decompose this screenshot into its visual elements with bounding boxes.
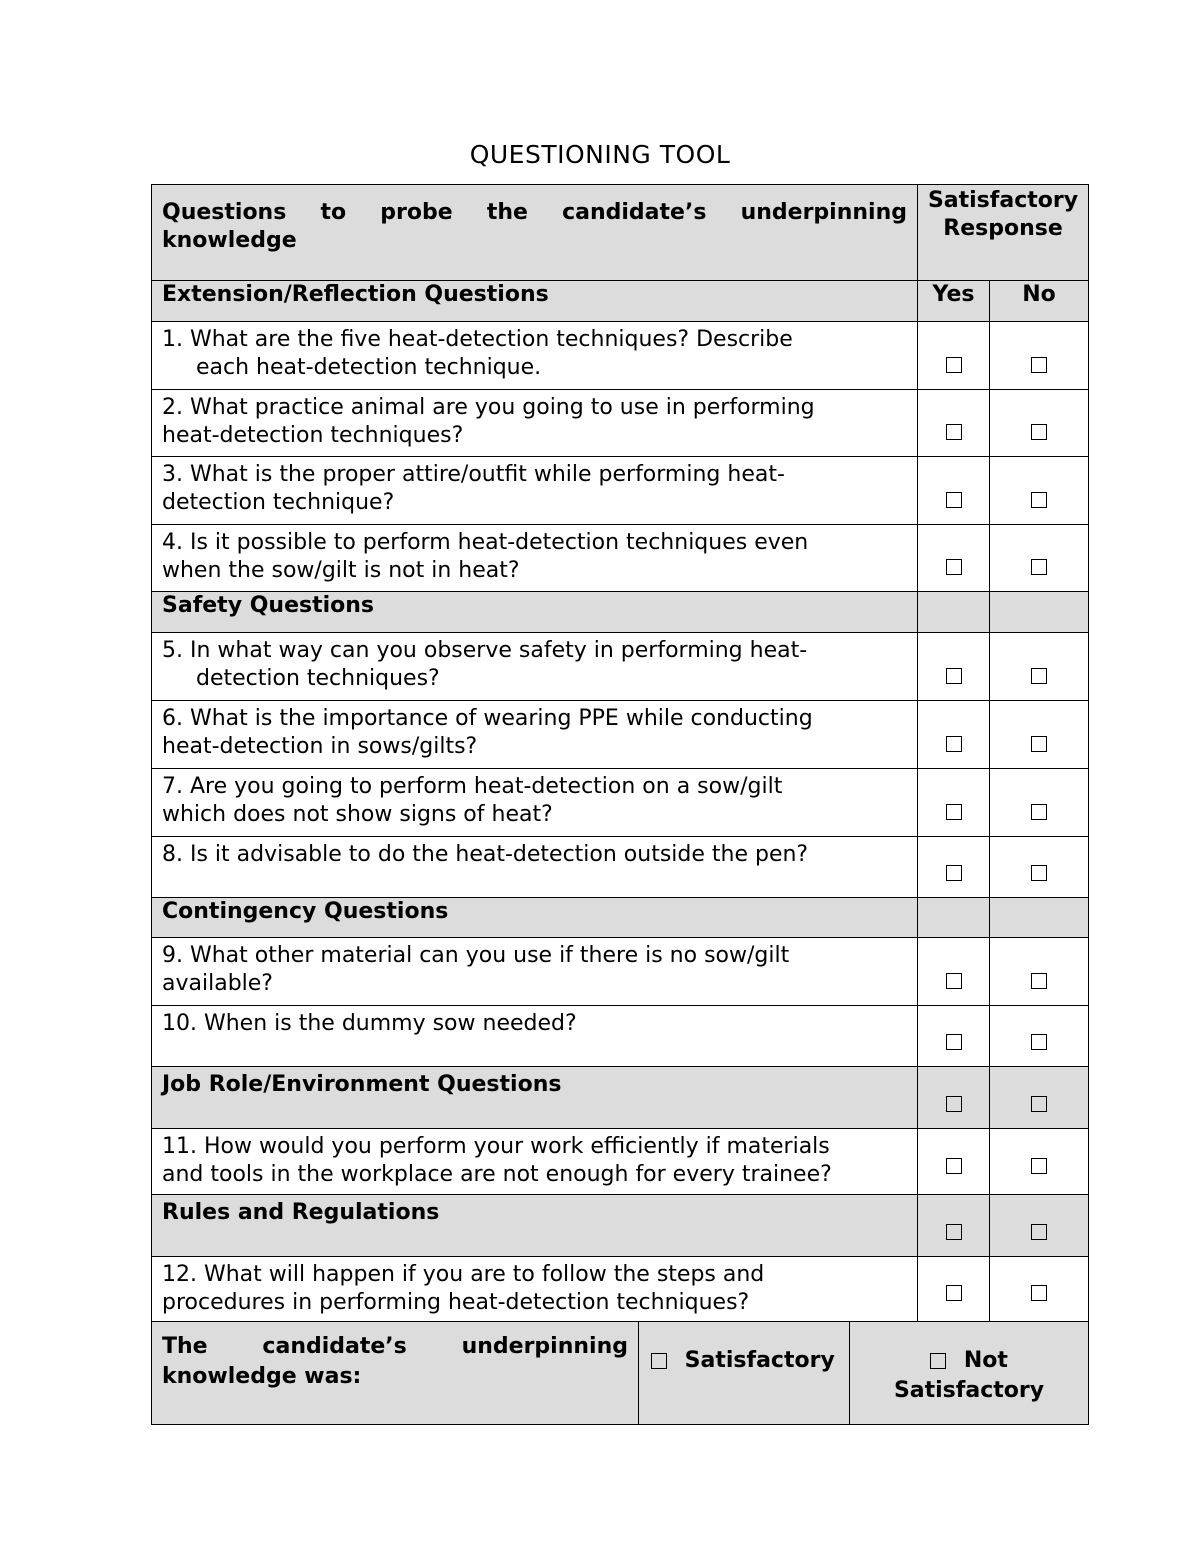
yes-checkbox-6[interactable] [946,736,962,752]
no-checkbox-7[interactable] [1031,804,1047,820]
no-checkbox-6[interactable] [1031,736,1047,752]
yes-checkbox-8[interactable] [946,865,962,881]
result-label-line1: The candidate’s underpinning [162,1334,628,1359]
yes-checkbox-4[interactable] [946,559,962,575]
question-row-1 [152,322,1089,390]
not-satisfactory-checkbox[interactable] [930,1353,946,1369]
no-checkbox-4[interactable] [1031,559,1047,575]
result-label-line2: knowledge was: [162,1364,362,1389]
question-4 [152,525,918,592]
yes-checkbox-7[interactable] [946,804,962,820]
question-row-12 [152,1257,1089,1324]
question-11-line2: and tools in the workplace are not enough for every trainee? [162,1162,832,1187]
no-header: No [990,281,1089,322]
question-row-3 [152,457,1089,525]
yes-checkbox-1[interactable] [946,357,962,373]
no-checkbox-5[interactable] [1031,668,1047,684]
section-heading-contingency: Contingency Questions [152,898,918,938]
section-heading-rules: Rules and Regulations [152,1195,918,1257]
section-row-safety [152,592,1089,633]
question-5 [152,633,918,701]
yes-checkbox-12[interactable] [946,1285,962,1301]
not-satisfactory-option[interactable] [850,1322,1089,1425]
question-row-11 [152,1129,1089,1195]
yes-checkbox-9[interactable] [946,973,962,989]
question-row-4 [152,525,1089,592]
section-row-rules [152,1195,1089,1257]
no-checkbox-1[interactable] [1031,357,1047,373]
question-2 [152,390,918,457]
section-heading-job-role: Job Role/Environment Questions [152,1067,918,1129]
question-7 [152,769,918,837]
question-12 [152,1257,918,1324]
response-header: Satisfactory Response [918,185,1089,281]
question-4-line1: 4. Is it possible to perform heat-detection techniques even [162,530,809,555]
no-checkbox-11[interactable] [1031,1158,1047,1174]
table-header-row [152,185,1089,281]
question-row-10 [152,1006,1089,1067]
no-checkbox-10[interactable] [1031,1034,1047,1050]
no-checkbox-12[interactable] [1031,1285,1047,1301]
question-5-line2: detection techniques? [196,666,440,691]
yes-checkbox-5[interactable] [946,668,962,684]
question-5-line1: 5. In what way can you observe safety in performing heat- [162,638,808,663]
yes-checkbox-10[interactable] [946,1034,962,1050]
section-heading-extension: Extension/Reflection Questions [152,281,918,322]
question-9-line2: available? [162,971,273,996]
question-4-line2: when the sow/gilt is not in heat? [162,558,520,583]
question-row-7 [152,769,1089,837]
satisfactory-option[interactable] [639,1322,850,1425]
question-8: 8. Is it advisable to do the heat-detection outside the pen? [152,837,918,898]
question-row-9 [152,938,1089,1006]
result-label [152,1322,639,1425]
yes-checkbox-3[interactable] [946,492,962,508]
page-title: QUESTIONING TOOL [469,140,731,169]
question-row-2 [152,390,1089,457]
yes-checkbox-11[interactable] [946,1158,962,1174]
no-checkbox-8[interactable] [1031,865,1047,881]
questioning-table [151,184,1089,1324]
result-table [151,1321,1089,1425]
no-checkbox-rules[interactable] [1031,1224,1047,1240]
question-1 [152,322,918,390]
section-heading-safety: Safety Questions [152,592,918,633]
question-7-line2: which does not show signs of heat? [162,802,553,827]
questions-header [152,185,918,281]
question-9 [152,938,918,1006]
question-7-line1: 7. Are you going to perform heat-detection on a sow/gilt [162,774,783,799]
questions-header-line2: knowledge [162,228,297,253]
not-satisfactory-label: Not Satisfactory [893,1348,1045,1403]
question-12-line1: 12. What will happen if you are to follow the steps and [162,1262,765,1287]
result-row [152,1322,1089,1425]
yes-checkbox-2[interactable] [946,424,962,440]
question-6-line2: heat-detection in sows/gilts? [162,734,478,759]
yes-checkbox-rules[interactable] [946,1224,962,1240]
question-1-line2: each heat-detection technique. [196,355,542,380]
no-checkbox-9[interactable] [1031,973,1047,989]
no-checkbox-job-role[interactable] [1031,1096,1047,1112]
question-2-line1: 2. What practice animal are you going to use in performing [162,395,815,420]
question-row-5 [152,633,1089,701]
questions-header-line1: Questions to probe the candidate’s underpinning [162,200,907,225]
section-row-contingency [152,898,1089,938]
question-10: 10. When is the dummy sow needed? [152,1006,918,1067]
section-row-job-role [152,1067,1089,1129]
question-6-line1: 6. What is the importance of wearing PPE while conducting [162,706,813,731]
question-11-line1: 11. How would you perform your work efficiently if materials [162,1134,830,1159]
question-12-line2: procedures in performing heat-detection techniques? [162,1290,750,1315]
question-2-line2: heat-detection techniques? [162,423,464,448]
question-3-line1: 3. What is the proper attire/outfit while performing heat- [162,462,785,487]
satisfactory-checkbox[interactable] [651,1353,667,1369]
question-9-line1: 9. What other material can you use if there is no sow/gilt [162,943,790,968]
question-1-line1: 1. What are the five heat-detection techniques? Describe [162,327,793,352]
question-row-6 [152,701,1089,769]
yes-checkbox-job-role[interactable] [946,1096,962,1112]
section-row-extension [152,281,1089,322]
question-row-8 [152,837,1089,898]
no-checkbox-3[interactable] [1031,492,1047,508]
question-3 [152,457,918,525]
question-3-line2: detection technique? [162,490,395,515]
no-checkbox-2[interactable] [1031,424,1047,440]
yes-header: Yes [918,281,990,322]
question-11 [152,1129,918,1195]
question-6 [152,701,918,769]
satisfactory-label: Satisfactory [684,1348,835,1373]
